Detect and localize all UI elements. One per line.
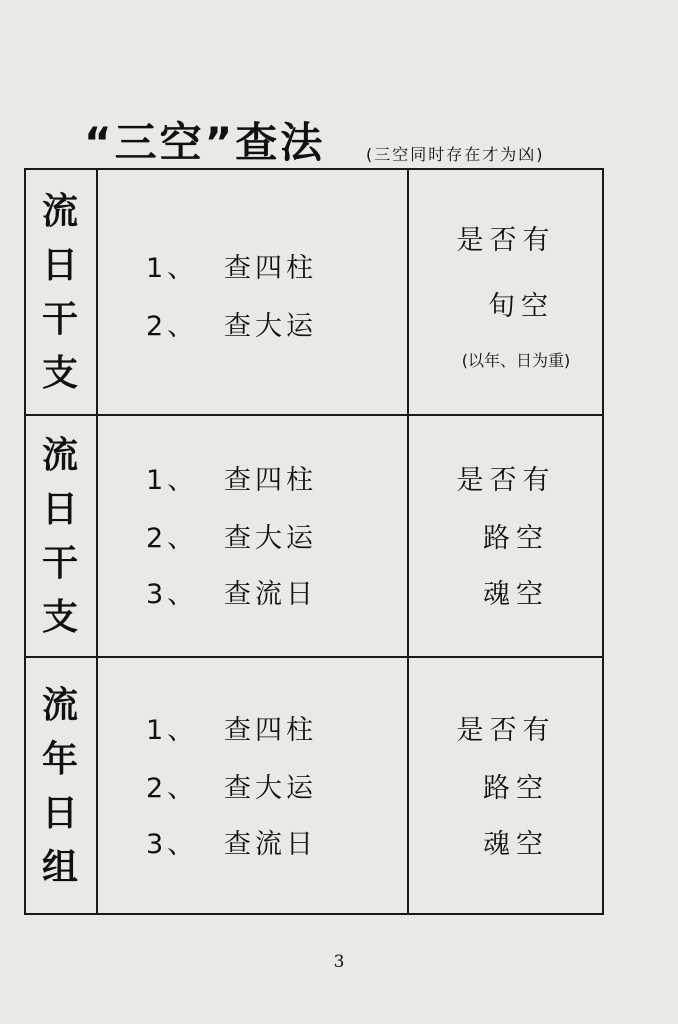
label-char: 年 [41,737,78,780]
step-number: 2、 [146,773,199,804]
label-char: 支 [41,596,78,638]
page-number: 3 [333,952,345,972]
table-border-bottom [24,913,604,915]
step-item [146,708,317,747]
label-char: 流 [41,434,78,476]
step-item [146,304,317,343]
result-line: 是否有 [456,225,556,256]
result-note: (以年、日为重) [461,351,571,370]
label-char: 支 [41,352,78,394]
page-title: “三空”查法 [84,118,326,167]
step-item [146,458,317,497]
row-label [24,658,96,913]
row-label [24,170,96,414]
label-char: 干 [41,298,78,340]
row-divider-2 [24,656,604,658]
step-text: 查大运 [224,523,317,554]
step-number: 3、 [146,579,199,610]
table-border-top [24,168,604,170]
step-number: 1、 [146,253,199,284]
label-char: 日 [41,791,78,834]
step-text: 查大运 [224,311,317,342]
result-line: 路空 [483,773,549,804]
label-char: 日 [41,244,78,286]
step-item [146,572,317,611]
column-divider-1 [96,168,98,915]
step-number: 1、 [146,465,199,496]
step-number: 2、 [146,523,199,554]
label-char: 日 [41,488,78,530]
result-line: 魂空 [483,829,549,860]
step-item [146,516,317,555]
method-table [24,168,604,915]
label-char: 组 [41,845,78,888]
page-subtitle: (三空同时存在才为凶) [366,145,545,164]
row-divider-1 [24,414,604,416]
step-number: 3、 [146,829,199,860]
label-char: 流 [41,190,78,232]
step-text: 查四柱 [224,715,317,746]
step-text: 查四柱 [224,253,317,284]
result-line: 旬空 [488,291,554,322]
step-item [146,766,317,805]
step-number: 2、 [146,311,199,342]
result-line: 魂空 [483,579,549,610]
step-item [146,822,317,861]
step-text: 查流日 [224,579,317,610]
step-text: 查流日 [224,829,317,860]
label-char: 流 [41,683,78,726]
row-label [24,416,96,656]
step-number: 1、 [146,715,199,746]
step-text: 查四柱 [224,465,317,496]
result-line: 是否有 [456,715,556,746]
result-line: 路空 [483,523,549,554]
step-item [146,246,317,285]
result-line: 是否有 [456,465,556,496]
step-text: 查大运 [224,773,317,804]
title-row [84,110,624,170]
label-char: 干 [41,542,78,584]
